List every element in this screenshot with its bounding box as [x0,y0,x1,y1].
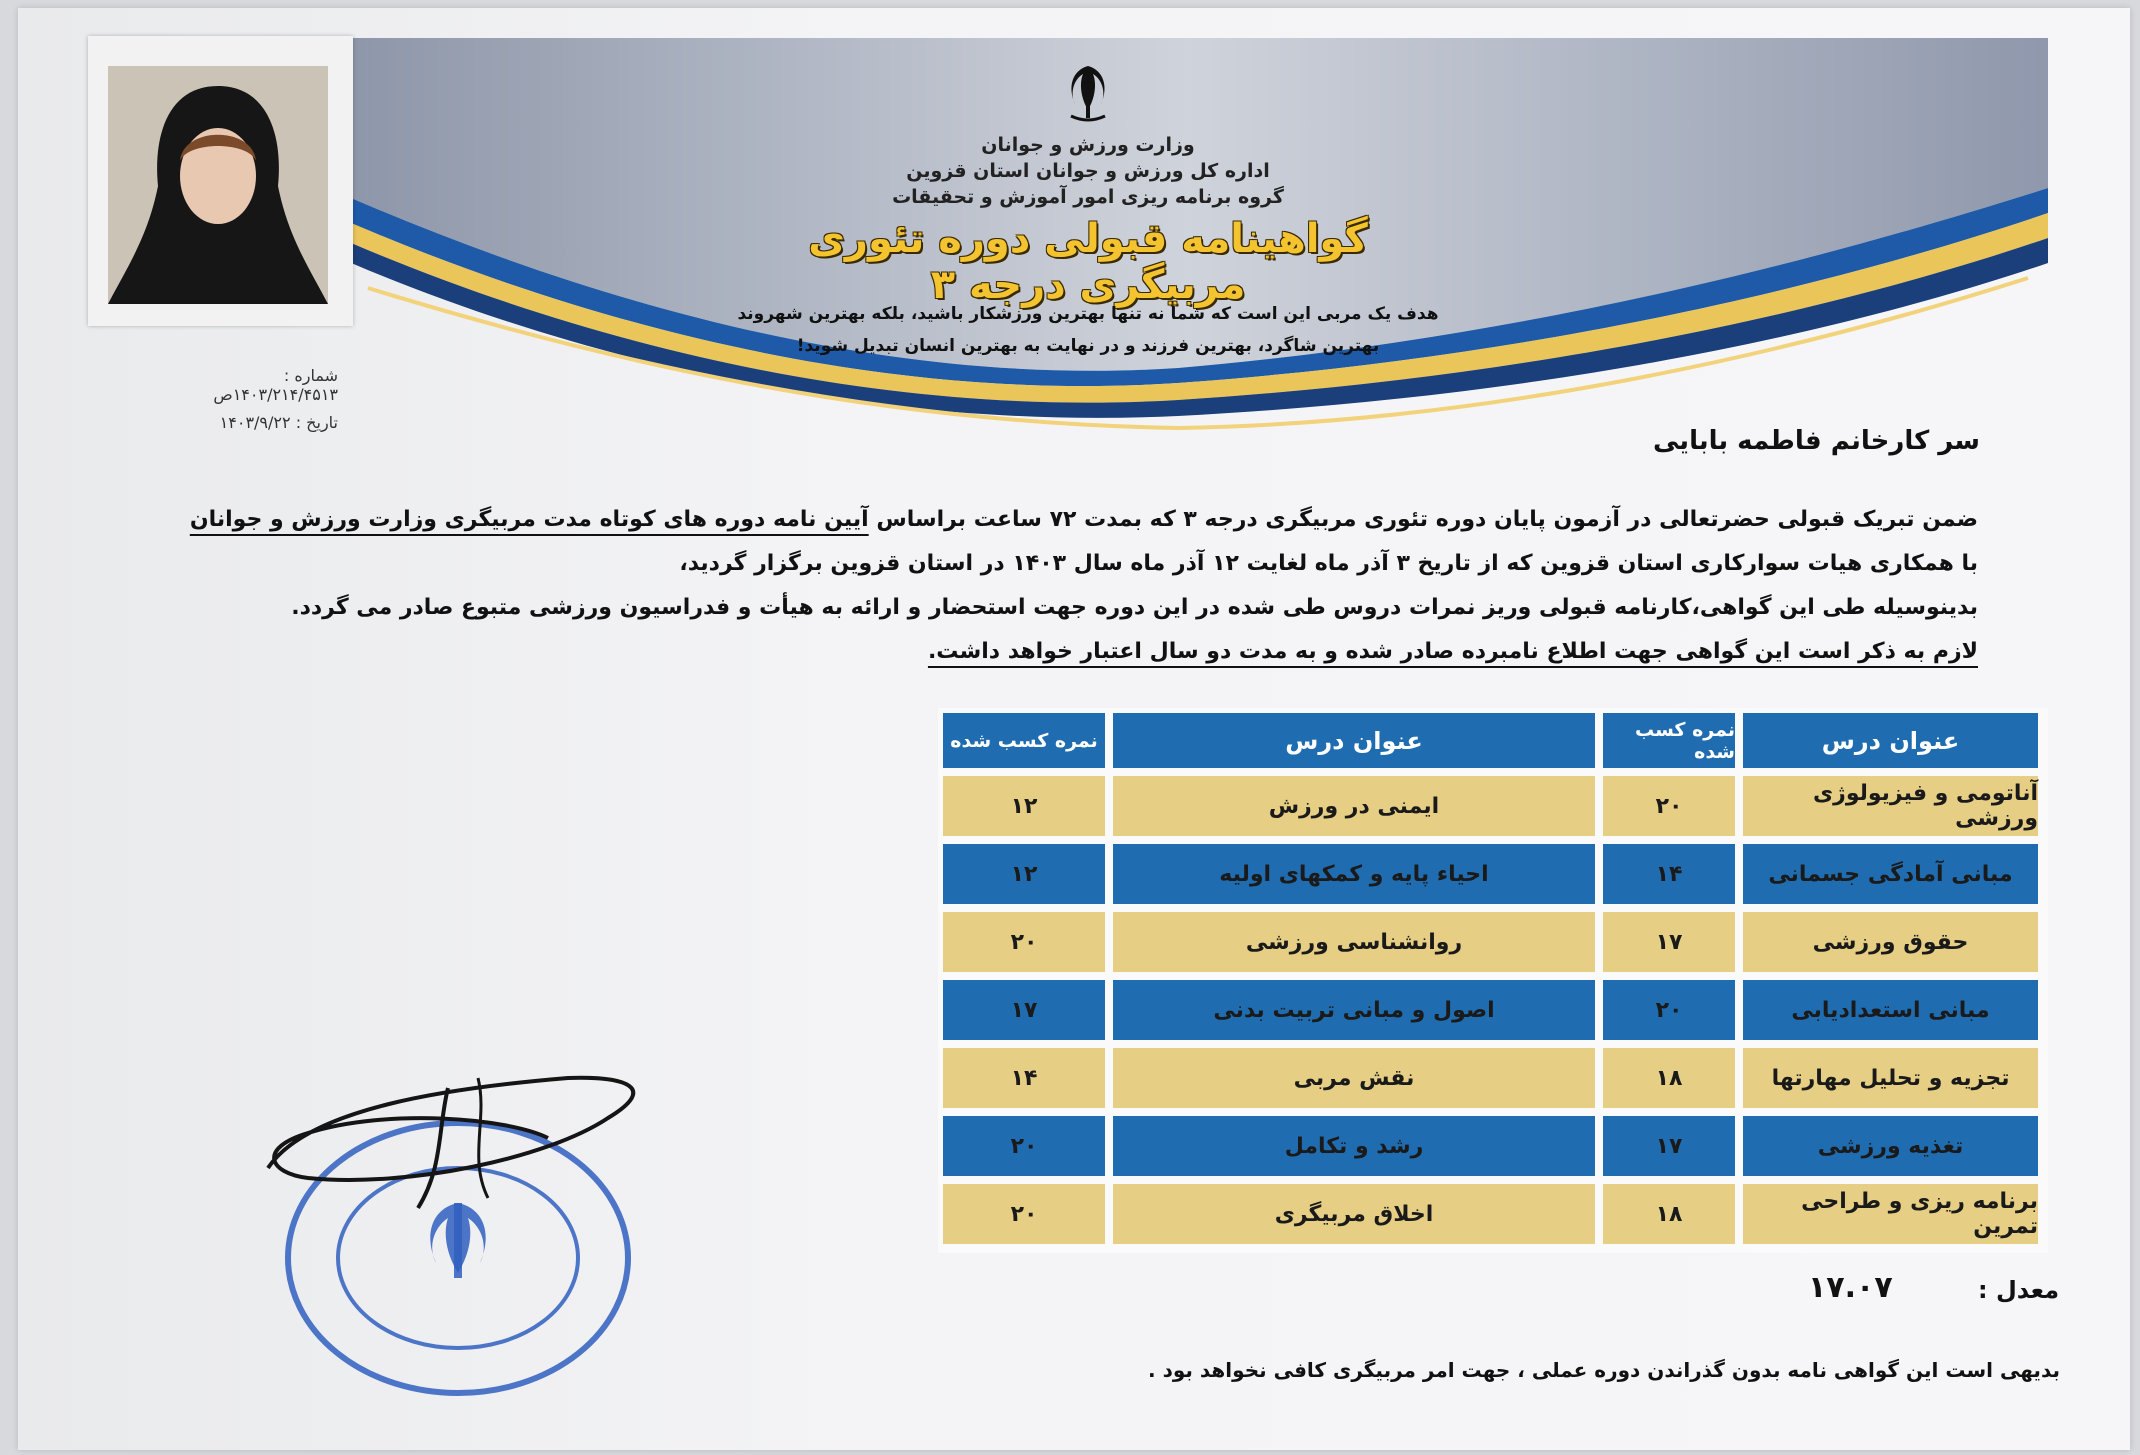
motto-line-1: هدف یک مربی این است که شما نه تنها بهترین ورزشکار باشید، بلکه بهترین شهروند [737,304,1439,324]
row-5-course-left: نقش مربی [1113,1048,1595,1108]
row-1-score-left: ۱۲ [943,776,1105,836]
row-6-score-right: ۱۷ [1603,1116,1735,1176]
row-3-score-right: ۱۷ [1603,912,1735,972]
body-line-3: بدینوسیله طی این گواهی،کارنامه قبولی وریز نمرات دروس طی شده در این دوره جهت استحضار و ارائه به هیأت و فدراسیون ورزشی متبوع صادر می گردد. [291,595,1978,620]
row-7-score-left: ۲۰ [943,1184,1105,1244]
row-4-course-left: اصول و مبانی تربیت بدنی [1113,980,1595,1040]
motto [718,298,1458,362]
issue-date [178,413,338,432]
issue-date-value: ۱۴۰۳/۹/۲۲ [219,413,291,432]
recipient-name: سر کارخانم فاطمه بابایی [1653,426,1980,456]
body-line-1 [118,498,1978,542]
body-line-2: با همکاری هیات سوارکاری استان قزوین که از تاریخ ۳ آذر ماه لغایت ۱۲ آذر ماه سال ۱۴۰۳ در استان قزوین برگزار گردید، [679,551,1978,576]
row-3-course-right: حقوق ورزشی [1743,912,2038,972]
certificate-body [118,498,1978,674]
header-block [778,58,1398,210]
ministry-name: وزارت ورزش و جوانان [981,134,1195,156]
row-4-course-right: مبانی استعدادیابی [1743,980,2038,1040]
body-line-1a: ضمن تبریک قبولی حضرتعالی در آزمون پایان دوره تئوری مربیگری درجه ۳ که بمدت ۷۲ ساعت براساس [868,507,1978,532]
certificate-title: گواهینامه قبولی دوره تئوری مربیگری درجه ۳ [808,216,1368,308]
row-2-score-left: ۱۲ [943,844,1105,904]
row-3-score-left: ۲۰ [943,912,1105,972]
photo-frame [88,36,353,326]
certificate-page [18,8,2130,1450]
row-5-course-right: تجزیه و تحلیل مهارتها [1743,1048,2038,1108]
row-1-course-right: آناتومی و فیزیولوژی ورزشی [1743,776,2038,836]
row-4-score-right: ۲۰ [1603,980,1735,1040]
row-7-course-right: برنامه ریزی و طراحی تمرین [1743,1184,2038,1244]
portrait-image [108,66,328,304]
header-course-left: عنوان درس [1113,713,1595,768]
signature [248,1048,668,1218]
reference-number-value: ۱۴۰۳/۲۱۴/۴۵۱۳ص [213,385,338,404]
department-name: اداره کل ورزش و جوانان استان قزوین [906,160,1270,182]
reference-number [178,366,338,404]
group-name: گروه برنامه ریزی امور آموزش و تحقیقات [892,186,1284,208]
reference-number-label: شماره : [283,366,338,385]
row-6-course-right: تغذیه ورزشی [1743,1116,2038,1176]
grades-table [938,708,2048,1253]
row-4-score-left: ۱۷ [943,980,1105,1040]
row-2-score-right: ۱۴ [1603,844,1735,904]
portrait-photo [108,66,328,304]
row-1-score-right: ۲۰ [1603,776,1735,836]
body-line-4: لازم به ذکر است این گواهی جهت اطلاع نامبرده صادر شده و به مدت دو سال اعتبار خواهد داشت. [927,639,1978,664]
issue-date-label: تاریخ : [295,413,338,432]
row-7-course-left: اخلاق مربیگری [1113,1184,1595,1244]
average-value: ۱۷.۰۷ [1808,1270,1893,1305]
iran-emblem-icon [1053,58,1123,128]
row-6-score-left: ۲۰ [943,1116,1105,1176]
average-label: معدل : [1978,1276,2060,1304]
row-3-course-left: روانشناسی ورزشی [1113,912,1595,972]
header-score-right: نمره کسب شده [1603,713,1735,768]
row-5-score-left: ۱۴ [943,1048,1105,1108]
header-score-left: نمره کسب شده [943,713,1105,768]
row-1-course-left: ایمنی در ورزش [1113,776,1595,836]
row-6-course-left: رشد و تکامل [1113,1116,1595,1176]
row-2-course-left: احیاء پایه و کمکهای اولیه [1113,844,1595,904]
body-line-1b: آیین نامه دوره های کوتاه مدت مربیگری وزارت ورزش و جوانان [189,507,869,532]
header-course-right: عنوان درس [1743,713,2038,768]
row-5-score-right: ۱۸ [1603,1048,1735,1108]
row-2-course-right: مبانی آمادگی جسمانی [1743,844,2038,904]
motto-line-2: بهترین شاگرد، بهترین فرزند و در نهایت به بهترین انسان تبدیل شوید! [796,336,1380,356]
row-7-score-right: ۱۸ [1603,1184,1735,1244]
footnote: بدیهی است این گواهی نامه بدون گذراندن دوره عملی ، جهت امر مربیگری کافی نخواهد بود . [1148,1358,2060,1382]
